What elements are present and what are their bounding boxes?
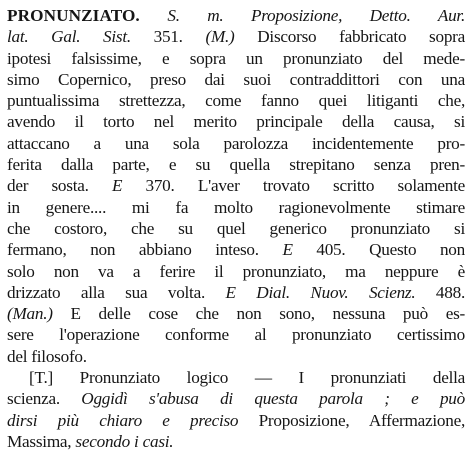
entry-line: [7, 367, 465, 388]
dictionary-entry: [7, 5, 465, 452]
entry-line: [7, 90, 465, 111]
source-citation: lat. Gal. Sist.: [7, 27, 131, 47]
entry-line: [7, 154, 465, 175]
entry-line: [7, 111, 465, 132]
entry-line: [7, 303, 465, 324]
text-run: [140, 6, 168, 25]
entry-line: [7, 197, 465, 218]
entry-line: [7, 26, 465, 47]
entry-line: [7, 5, 465, 26]
entry-line: [7, 410, 465, 431]
definition-paragraph: [7, 5, 465, 367]
usage-note: dirsi più chiaro e preciso: [7, 410, 239, 430]
usage-note: Oggidì s'abusa di questa parola ; e può: [81, 389, 465, 409]
entry-line: [7, 239, 465, 260]
entry-line: [7, 218, 465, 239]
text-run: scienza.: [7, 389, 82, 409]
text-run: in genere.... mi fa molto ragionevolmente stimare: [7, 197, 465, 217]
editorial-note-paragraph: [7, 367, 465, 452]
text-run: fermano, non abbiano inteso.: [7, 240, 283, 260]
entry-line: [7, 282, 465, 303]
text-run: ferita dalla parte, e su quella strepitano senza pren-: [7, 155, 465, 175]
usage-note: secondo i casi.: [75, 431, 174, 451]
source-citation: E Dial. Nuov. Scienz.: [225, 282, 416, 302]
entry-line: [7, 261, 465, 282]
text-run: 488.: [415, 282, 466, 302]
text-run: simo Copernico, preso dai suoi contraddittori con una: [7, 69, 465, 89]
entry-line: [7, 324, 465, 345]
source-abbreviation: (M.): [205, 27, 235, 47]
text-run: 370. L'aver trovato scritto solamente: [122, 176, 465, 196]
text-run: puntualissima strettezza, come fanno quei litiganti che,: [7, 91, 465, 111]
text-run: che costoro, che su quel generico pronunziato si: [7, 218, 465, 238]
text-run: der sosta.: [7, 176, 112, 196]
entry-line: [7, 48, 465, 69]
text-run: Discorso fabbricato sopra: [234, 27, 466, 47]
entry-line: [7, 133, 465, 154]
text-run: E delle cose che non sono, nessuna può es-: [52, 304, 465, 324]
text-run: Massima,: [7, 431, 76, 451]
text-run: ipotesi falsissime, e sopra un pronunziato del mede-: [7, 48, 465, 68]
text-run: [T.] Pronunziato logico — I pronunziati della: [29, 368, 465, 388]
entry-line: [7, 69, 465, 90]
text-run: Proposizione, Affermazione,: [238, 410, 466, 430]
text-run: drizzato alla sua volta.: [7, 282, 226, 302]
source-abbreviation: E: [282, 240, 293, 260]
entry-line: [7, 175, 465, 196]
text-run: del filosofo.: [7, 346, 87, 366]
grammar-and-synonyms: S. m. Proposizione, Detto. Aur.: [167, 6, 465, 25]
source-abbreviation: (Man.): [7, 304, 53, 324]
text-run: 405. Questo non: [292, 240, 465, 260]
text-run: sere l'operazione conforme al pronunziato certissimo: [7, 325, 465, 345]
text-run: attaccano a una sola parolozza incidentemente pro-: [7, 133, 465, 153]
headword: PRONUNZIATO.: [7, 6, 140, 25]
source-abbreviation: E: [111, 176, 123, 196]
text-run: 351.: [130, 27, 206, 47]
entry-line: [7, 346, 465, 367]
entry-line: [7, 388, 465, 409]
text-run: solo non va a ferire il pronunziato, ma neppure è: [7, 261, 465, 281]
text-run: avendo il torto nel merito principale della causa, si: [7, 112, 465, 132]
